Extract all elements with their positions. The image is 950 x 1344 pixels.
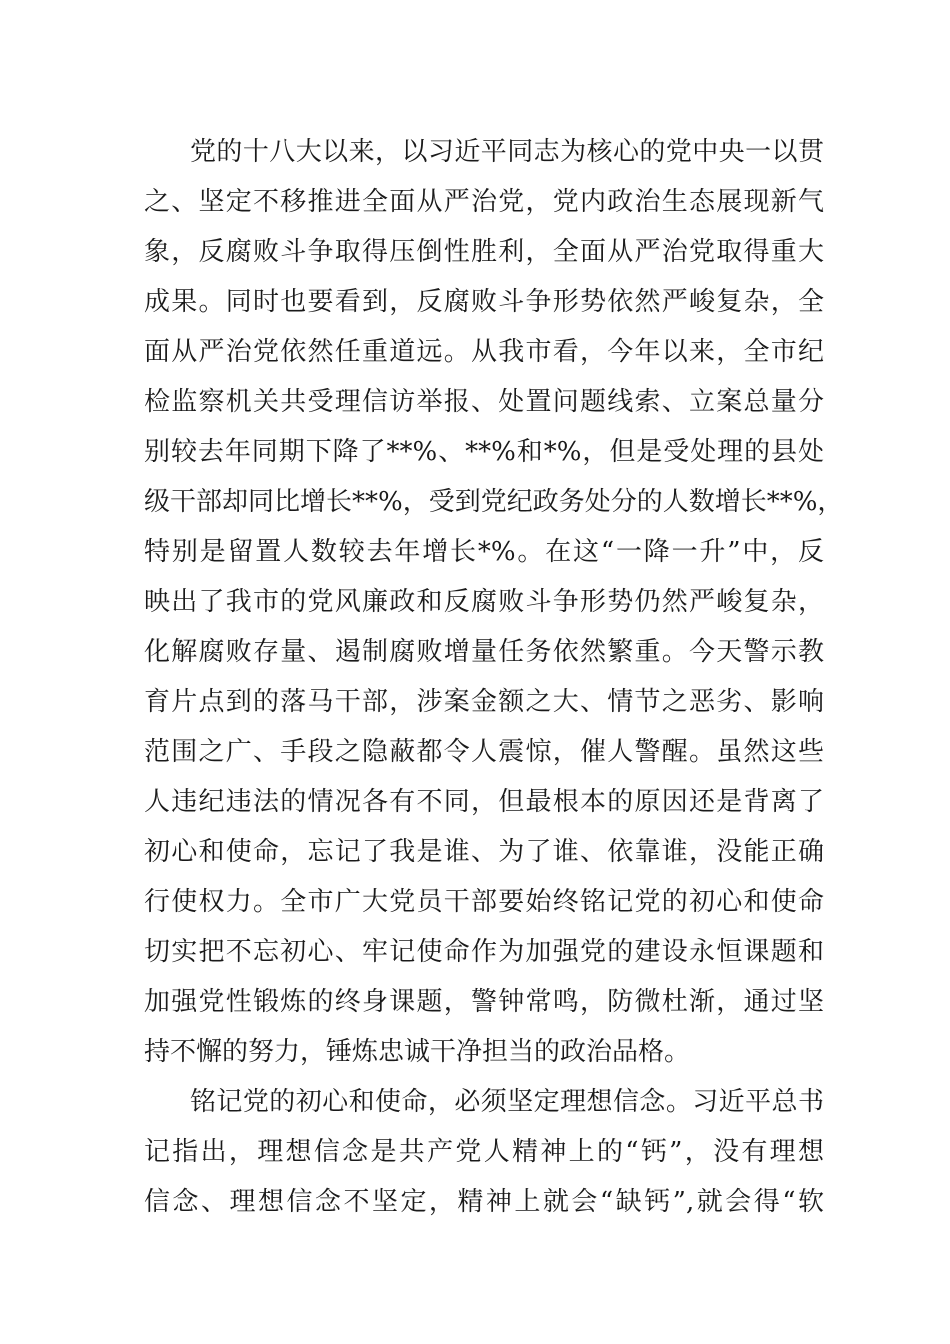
paragraph-1-line-14: 人违纪违法的情况各有不同，但最根本的原因还是背离了 bbox=[144, 787, 824, 817]
paragraph-2-line-1: 铭记党的初心和使命，必须坚定理想信念。习近平总书 bbox=[190, 1087, 824, 1117]
paragraph-1-line-15: 初心和使命，忘记了我是谁、为了谁、依靠谁，没能正确 bbox=[144, 837, 824, 867]
paragraph-1-line-4: 成果。同时也要看到，反腐败斗争形势依然严峻复杂，全 bbox=[144, 287, 824, 317]
paragraph-1-line-16: 行使权力。全市广大党员干部要始终铭记党的初心和使命 bbox=[144, 887, 824, 917]
paragraph-2-line-3: 信念、理想信念不坚定，精神上就会“缺钙”,就会得“软 bbox=[144, 1187, 824, 1217]
paragraph-1-line-17: 切实把不忘初心、牢记使命作为加强党的建设永恒课题和 bbox=[144, 937, 824, 967]
paragraph-1-line-19: 持不懈的努力，锤炼忠诚干净担当的政治品格。 bbox=[144, 1037, 691, 1067]
paragraph-1-line-13: 范围之广、手段之隐蔽都令人震惊，催人警醒。虽然这些 bbox=[144, 737, 824, 767]
paragraph-1-line-18: 加强党性锻炼的终身课题，警钟常鸣，防微杜渐，通过坚 bbox=[144, 987, 824, 1017]
paragraph-1-line-9: 特别是留置人数较去年增长*%。在这“一降一升”中，反 bbox=[144, 537, 824, 567]
paragraph-2-line-2: 记指出，理想信念是共产党人精神上的“钙”，没有理想 bbox=[144, 1137, 824, 1167]
paragraph-1-line-1: 党的十八大以来，以习近平同志为核心的党中央一以贯 bbox=[190, 137, 824, 167]
paragraph-1-line-8: 级干部却同比增长**%，受到党纪政务处分的人数增长**%， bbox=[144, 487, 844, 517]
paragraph-1-line-10: 映出了我市的党风廉政和反腐败斗争形势仍然严峻复杂， bbox=[144, 587, 824, 617]
paragraph-1-line-3: 象，反腐败斗争取得压倒性胜利，全面从严治党取得重大 bbox=[144, 237, 824, 267]
paragraph-1-line-5: 面从严治党依然任重道远。从我市看，今年以来，全市纪 bbox=[144, 337, 824, 367]
paragraph-1-line-2: 之、坚定不移推进全面从严治党，党内政治生态展现新气 bbox=[144, 187, 824, 217]
paragraph-1-line-12: 育片点到的落马干部，涉案金额之大、情节之恶劣、影响 bbox=[144, 687, 824, 717]
paragraph-1-line-7: 别较去年同期下降了**%、**%和*%，但是受处理的县处 bbox=[144, 437, 824, 467]
paragraph-1-line-6: 检监察机关共受理信访举报、处置问题线索、立案总量分 bbox=[144, 387, 824, 417]
paragraph-1-line-11: 化解腐败存量、遏制腐败增量任务依然繁重。今天警示教 bbox=[144, 637, 824, 667]
